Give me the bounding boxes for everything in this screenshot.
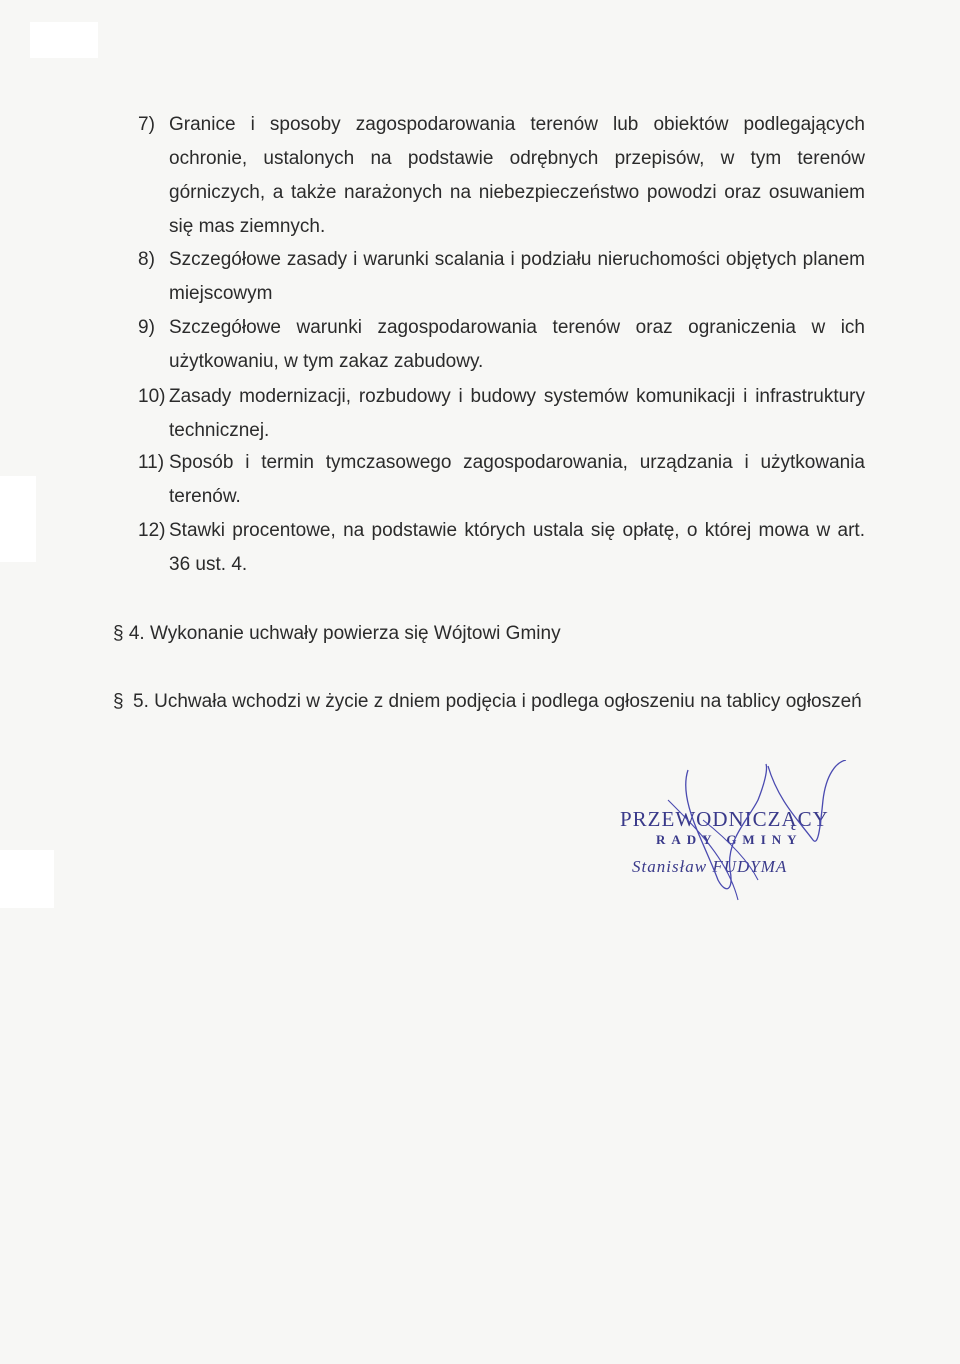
- paragraph-4: [113, 616, 813, 652]
- list-item-9: [138, 311, 865, 379]
- item-text: Stawki procentowe, na podstawie których ustala się opłatę, o której mowa w art. 36 ust. 4.: [169, 520, 865, 575]
- scan-artifact: [0, 850, 54, 908]
- scan-artifact: [30, 22, 98, 58]
- paragraph-5: [113, 684, 866, 720]
- stamp-line-1: PRZEWODNICZĄCY: [620, 807, 829, 831]
- list-item-7: [138, 108, 865, 244]
- stamp-line-3: Stanisław FUDYMA: [632, 857, 788, 876]
- section-sign: §: [113, 623, 124, 644]
- item-text: Sposób i termin tymczasowego zagospodarowania, urządzania i użytkowania terenów.: [169, 452, 865, 507]
- item-number: 8): [138, 249, 155, 270]
- item-number: 12): [138, 520, 166, 541]
- item-text: Granice i sposoby zagospodarowania terenów lub obiektów podlegających ochronie, ustalonych na podstawie odrębnych przepisów, w tym terenów górniczych, a także narażonych na niebezpieczeństwo powodzi oraz osuwaniem się mas ziemnych.: [169, 114, 865, 237]
- item-number: 10): [138, 386, 166, 407]
- item-number: 9): [138, 317, 155, 338]
- paragraph-text: 4. Wykonanie uchwały powierza się Wójtowi Gminy: [128, 623, 561, 644]
- list-item-8: [138, 243, 865, 311]
- item-text: Szczegółowe warunki zagospodarowania terenów oraz ograniczenia w ich użytkowaniu, w tym zakaz zabudowy.: [169, 317, 865, 372]
- list-item-10: [138, 380, 865, 448]
- paragraph-text: 5. Uchwała wchodzi w życie z dniem podjęcia i podlega ogłoszeniu na tablicy ogłoszeń: [133, 691, 862, 712]
- stamp-line-2: RADY GMINY: [656, 832, 803, 847]
- item-text: Zasady modernizacji, rozbudowy i budowy systemów komunikacji i infrastruktury technicznej.: [169, 386, 865, 441]
- item-number: 7): [138, 114, 155, 135]
- item-text: Szczegółowe zasady i warunki scalania i podziału nieruchomości objętych planem miejscowym: [169, 249, 865, 304]
- list-item-11: [138, 446, 865, 514]
- section-sign: §: [113, 691, 124, 712]
- official-stamp-signature: [608, 760, 848, 910]
- item-number: 11): [138, 452, 165, 473]
- scan-artifact: [0, 476, 36, 562]
- list-item-12: [138, 514, 865, 582]
